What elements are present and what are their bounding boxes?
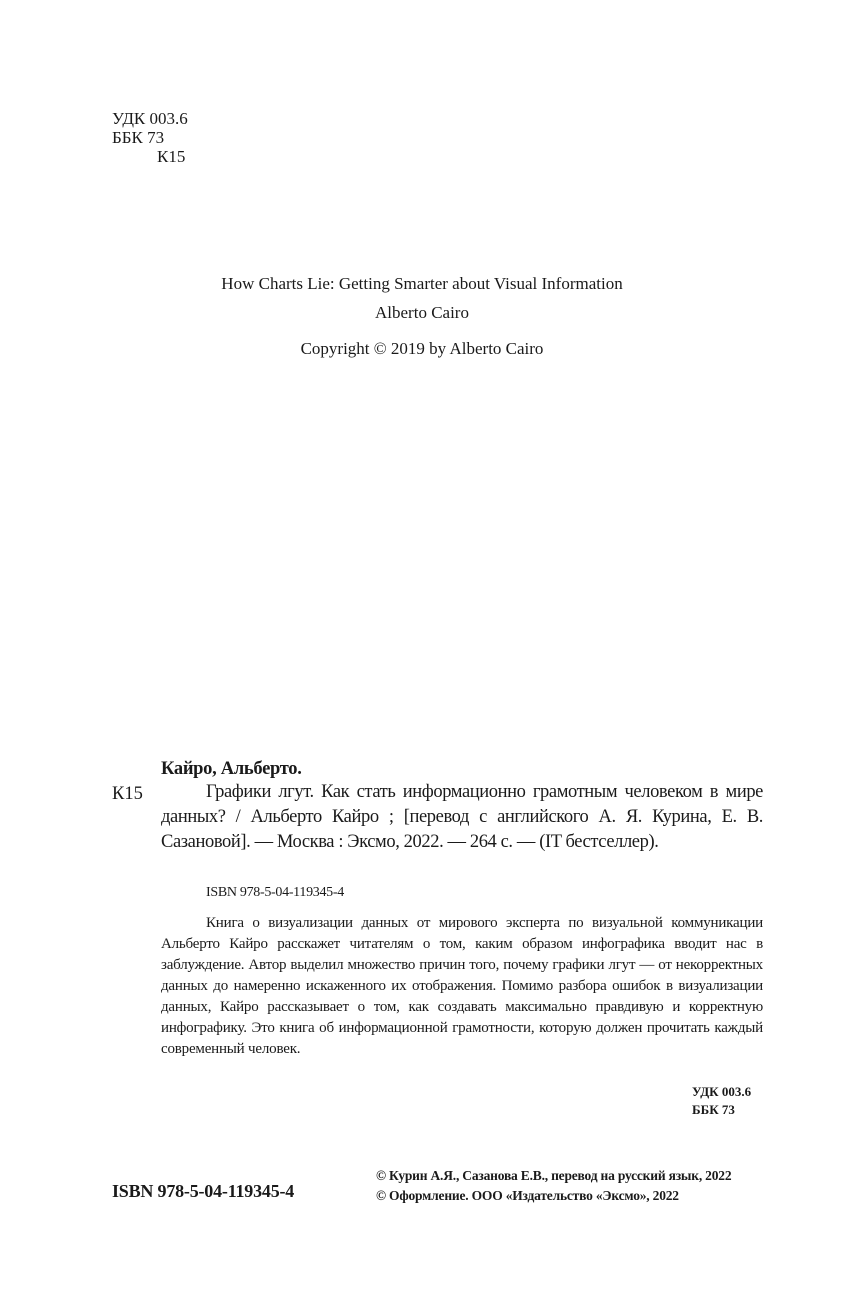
copyright-notices [376, 1166, 731, 1206]
catalog-heading: Кайро, Альберто. [161, 759, 302, 779]
classification-top [112, 109, 188, 166]
udk-code-bottom: УДК 003.6 [692, 1084, 752, 1099]
classification-bottom [692, 1083, 751, 1119]
original-title: How Charts Lie: Getting Smarter about Visual Information [221, 274, 623, 293]
catalog-author-mark: К15 [112, 784, 143, 804]
isbn-footer: ISBN 978-5-04-119345-4 [112, 1181, 295, 1201]
bbk-code: ББК 73 [112, 128, 165, 147]
udk-code: УДК 003.6 [112, 109, 188, 128]
bbk-code-bottom: ББК 73 [692, 1102, 735, 1117]
original-copyright: Copyright © 2019 by Alberto Cairo [300, 339, 544, 358]
copyright-translation: © Курин А.Я., Сазанова Е.В., перевод на русский язык, 2022 [376, 1168, 732, 1183]
catalog-isbn: ISBN 978-5-04-119345-4 [206, 885, 344, 900]
annotation: Книга о визуализации данных от мирового эксперта по визуальной коммуникации Альберто Кайро расскажет читателям о том, каким образом инфографика вводит нас в заблуждение. Автор выделил множество причин того, почему графики лгут — от некорректных данных до намеренно искаженного их отображения. Помимо разбора ошибок в визуализации данных, Кайро рассказывает о том, как создавать максимально правдивую и корректную инфографику. Это книга об информационной грамотности, которую должен прочитать каждый современный человек. [161, 915, 763, 1057]
author-mark: К15 [157, 147, 186, 166]
catalog-description: Графики лгут. Как стать информационно грамотным человеком в мире данных? / Альберто Кайро ; [перевод с английского А. Я. Курина, Е. В. Сазановой]. — Москва : Эксмо, 2022. — 264 с. — (IT бестселлер). [161, 782, 763, 852]
copyright-design: © Оформление. ООО «Издательство «Эксмо», 2022 [376, 1188, 679, 1203]
original-author: Alberto Cairo [375, 303, 469, 322]
